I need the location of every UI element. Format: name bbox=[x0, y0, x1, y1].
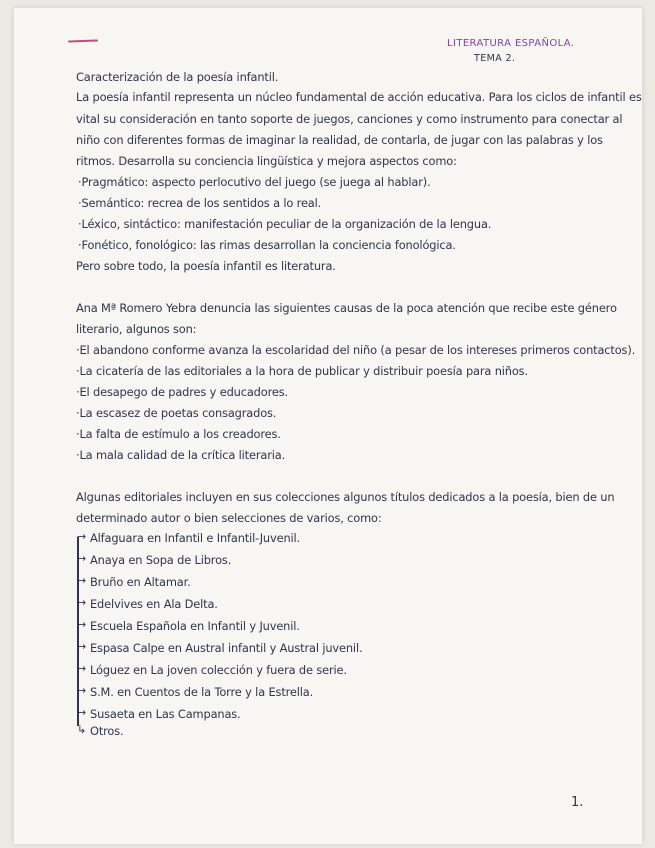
topic-heading: TEMA 2. bbox=[474, 53, 516, 64]
arrow-icon: → bbox=[77, 574, 87, 587]
page-number: 1. bbox=[571, 795, 584, 810]
conclusion-line: Pero sobre todo, la poesía infantil es literatura. bbox=[76, 259, 336, 273]
arrow-icon: ↳ bbox=[77, 723, 87, 736]
publisher-item: Espasa Calpe en Austral infantil y Austral juvenil. bbox=[90, 641, 363, 655]
publisher-item: Otros. bbox=[90, 724, 124, 738]
aspect-item: ·Léxico, sintáctico: manifestación peculiar de la organización de la lengua. bbox=[78, 217, 492, 231]
paragraph-line: La poesía infantil representa un núcleo fundamental de acción educativa. Para los ciclos de infantil es bbox=[76, 90, 642, 104]
aspect-item: ·Semántico: recrea de los sentidos a lo real. bbox=[78, 196, 322, 210]
aspect-item: ·Pragmático: aspecto perlocutivo del juego (se juega al hablar). bbox=[78, 175, 431, 189]
arrow-icon: → bbox=[77, 684, 87, 697]
publisher-item: Anaya en Sopa de Libros. bbox=[90, 553, 232, 567]
arrow-icon: → bbox=[77, 706, 87, 719]
publisher-item: Bruño en Altamar. bbox=[90, 575, 191, 589]
arrow-icon: → bbox=[77, 530, 87, 543]
cause-item: ·El abandono conforme avanza la escolaridad del niño (a pesar de los intereses primeros contactos). bbox=[76, 343, 636, 357]
publisher-item: S.M. en Cuentos de la Torre y la Estrella. bbox=[90, 685, 314, 699]
arrow-icon: → bbox=[77, 618, 87, 631]
arrow-icon: → bbox=[77, 662, 87, 675]
publisher-item: Edelvives en Ala Delta. bbox=[90, 597, 218, 611]
cause-item: ·La mala calidad de la crítica literaria. bbox=[76, 448, 286, 462]
publisher-item: Lóguez en La joven colección y fuera de serie. bbox=[90, 663, 347, 677]
cause-item: ·La escasez de poetas consagrados. bbox=[76, 406, 277, 420]
publisher-item: Alfaguara en Infantil e Infantil-Juvenil. bbox=[90, 531, 301, 545]
paragraph-line: literario, algunos son: bbox=[76, 322, 197, 336]
cause-item: ·La falta de estímulo a los creadores. bbox=[76, 427, 281, 441]
publisher-item: Susaeta en Las Campanas. bbox=[90, 707, 241, 721]
paragraph-line: ritmos. Desarrolla su conciencia lingüística y mejora aspectos como: bbox=[76, 154, 457, 168]
paragraph-line: Algunas editoriales incluyen en sus colecciones algunos títulos dedicados a la poesía, bien de un bbox=[76, 490, 615, 504]
paragraph-line: determinado autor o bien selecciones de varios, como: bbox=[76, 511, 382, 525]
arrow-icon: → bbox=[77, 596, 87, 609]
subject-heading: LITERATURA ESPAÑOLA. bbox=[447, 38, 575, 49]
paragraph-line: vital su consideración en tanto soporte de juegos, canciones y como instrumento para conectar al bbox=[76, 112, 623, 126]
arrow-icon: → bbox=[77, 640, 87, 653]
section-title: Caracterización de la poesía infantil. bbox=[76, 70, 279, 84]
arrow-icon: → bbox=[77, 552, 87, 565]
paragraph-line: niño con diferentes formas de imaginar la realidad, de contarla, de jugar con las palabras y los bbox=[76, 133, 603, 147]
paragraph-line: Ana Mª Romero Yebra denuncia las siguientes causas de la poca atención que recibe este género bbox=[76, 301, 617, 315]
list-bracket-line bbox=[77, 537, 79, 726]
cause-item: ·La cicatería de las editoriales a la hora de publicar y distribuir poesía para niños. bbox=[76, 364, 528, 378]
aspect-item: ·Fonético, fonológico: las rimas desarrollan la conciencia fonológica. bbox=[78, 238, 456, 252]
cause-item: ·El desapego de padres y educadores. bbox=[76, 385, 288, 399]
publisher-item: Escuela Española en Infantil y Juvenil. bbox=[90, 619, 300, 633]
